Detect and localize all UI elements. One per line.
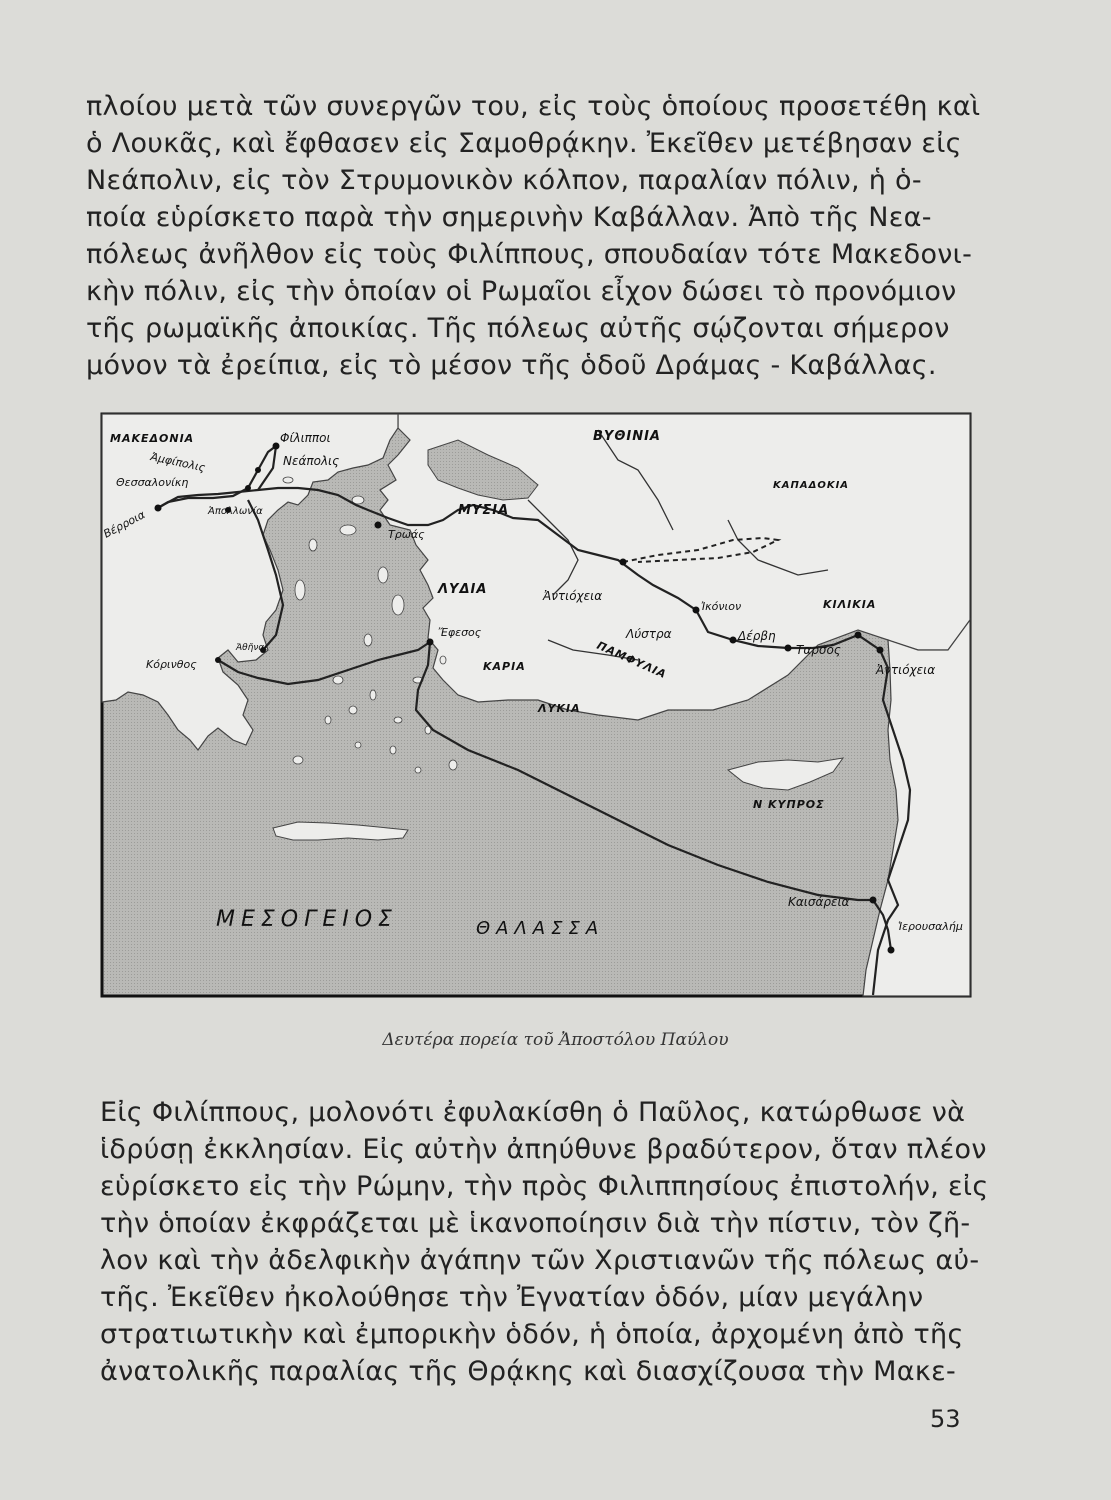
label-region-vythinia: ΒΥΘΙΝΙΑ <box>593 429 661 444</box>
label-town-tarsos: Ταρσός <box>796 643 841 657</box>
label-region-kapadokia: ΚΑΠΑΔΟΚΙΑ <box>773 480 850 491</box>
label-town-veroia: Βέρροια <box>101 507 148 541</box>
label-region-mysia: ΜΥΣΙΑ <box>458 503 510 518</box>
label-town-athinai: Ἀθῆναι <box>236 643 268 653</box>
page-number: 53 <box>930 1405 961 1433</box>
label-town-amfipolis: Ἀμφίπολις <box>149 450 207 475</box>
label-region-kypros: Ν ΚΥΠΡΟΣ <box>753 798 825 811</box>
label-town-troas: Τρωάς <box>388 528 425 541</box>
label-region-lydia: ΛΥΔΙΑ <box>438 582 488 597</box>
map-caption: Δευτέρα πορεία τοῦ Ἀποστόλου Παύλου <box>382 1030 729 1050</box>
label-region-kilikia: ΚΙΛΙΚΙΑ <box>823 598 877 611</box>
label-region-lykia: ΛΥΚΙΑ <box>538 702 581 715</box>
text-line: ἱδρύσῃ ἐκκλησίαν. Εἰς αὐτὴν ἀπηύθυνε βραδύτερον, ὅταν πλέον <box>100 1134 987 1165</box>
label-sea-thalassa: ΘΑΛΑΣΣΑ <box>476 918 605 939</box>
text-line: κὴν πόλιν, εἰς τὴν ὁποίαν οἱ Ρωμαῖοι εἶχον δώσει τὸ προνόμιον <box>86 276 957 307</box>
route-map <box>98 410 974 1000</box>
label-town-neapolis: Νεάπολις <box>283 454 340 468</box>
text-line: εὑρίσκετο εἰς τὴν Ρώμην, τὴν πρὸς Φιλιππησίους ἐπιστολήν, εἰς <box>100 1171 989 1202</box>
label-town-kaisareia: Καισάρεια <box>788 895 850 909</box>
label-town-efesos: Ἔφεσος <box>438 626 482 639</box>
text-line: ποία εὑρίσκετο παρὰ τὴν σημερινὴν Καβάλλαν. Ἀπὸ τῆς Νεα- <box>86 202 932 233</box>
text-line: ἀνατολικῆς παραλίας τῆς Θρᾴκης καὶ διασχίζουσα τὴν Μακε- <box>100 1356 957 1387</box>
text-line: στρατιωτικὴν καὶ ἐμπορικὴν ὁδόν, ἡ ὁποία, ἀρχομένη ἀπὸ τῆς <box>100 1319 964 1350</box>
text-line: λον καὶ τὴν ἀδελφικὴν ἀγάπην τῶν Χριστιανῶν τῆς πόλεως αὐ- <box>100 1245 980 1276</box>
label-region-makedonia: ΜΑΚΕΔΟΝΙΑ <box>110 432 195 445</box>
text-line: πόλεως ἀνῆλθον εἰς τοὺς Φιλίππους, σπουδαίαν τότε Μακεδονι- <box>86 239 973 270</box>
text-line: μόνον τὰ ἐρείπια, εἰς τὸ μέσον τῆς ὁδοῦ Δράμας - Καβάλλας. <box>86 350 937 381</box>
label-town-lystra: Λύστρα <box>626 627 672 641</box>
text-line: Νεάπολιν, εἰς τὸν Στρυμονικὸν κόλπον, παραλίαν πόλιν, ἡ ὁ- <box>86 165 922 196</box>
label-town-filippoi: Φίλιπποι <box>280 431 331 445</box>
text-line: τῆς. Ἐκεῖθεν ἠκολούθησε τὴν Ἐγνατίαν ὁδόν, μίαν μεγάλην <box>100 1282 924 1313</box>
label-region-karia: ΚΑΡΙΑ <box>483 660 526 673</box>
label-town-antiocheia-pisid: Ἀντιόχεια <box>543 589 603 603</box>
text-line: Εἰς Φιλίππους, μολονότι ἐφυλακίσθη ὁ Παῦλος, κατώρθωσε νὰ <box>100 1097 966 1128</box>
label-town-apollonia: Ἀπολλωνία <box>208 506 263 517</box>
label-region-pamfylia: ΠΑΜΦΥΛΙΑ <box>594 638 669 682</box>
label-town-ikonion: Ἰκόνιον <box>701 600 742 613</box>
label-town-thessaloniki: Θεσσαλονίκη <box>116 476 189 489</box>
label-town-ierousalim: Ἱερουσαλήμ <box>898 920 963 933</box>
text-line: τῆς ρωμαϊκῆς ἀποικίας. Τῆς πόλεως αὐτῆς σῴζονται σήμερον <box>86 313 950 344</box>
text-paragraph-bottom <box>100 1094 989 1390</box>
text-line: τὴν ὁποίαν ἐκφράζεται μὲ ἱκανοποίησιν διὰ τὴν πίστιν, τὸν ζῆ- <box>100 1208 971 1239</box>
text-line: ὁ Λουκᾶς, καὶ ἔφθασεν εἰς Σαμοθρᾴκην. Ἐκεῖθεν μετέβησαν εἰς <box>86 128 962 159</box>
label-town-antiocheia-syr: Ἀντιόχεια <box>876 663 936 677</box>
label-town-derbi: Δέρβη <box>738 629 776 643</box>
label-town-korinthos: Κόρινθος <box>146 658 197 671</box>
label-sea-mesogeios: ΜΕΣΟΓΕΙΟΣ <box>216 907 398 932</box>
text-line: πλοίου μετὰ τῶν συνεργῶν του, εἰς τοὺς ὁποίους προσετέθη καὶ <box>86 91 981 122</box>
text-paragraph-top <box>86 88 980 384</box>
